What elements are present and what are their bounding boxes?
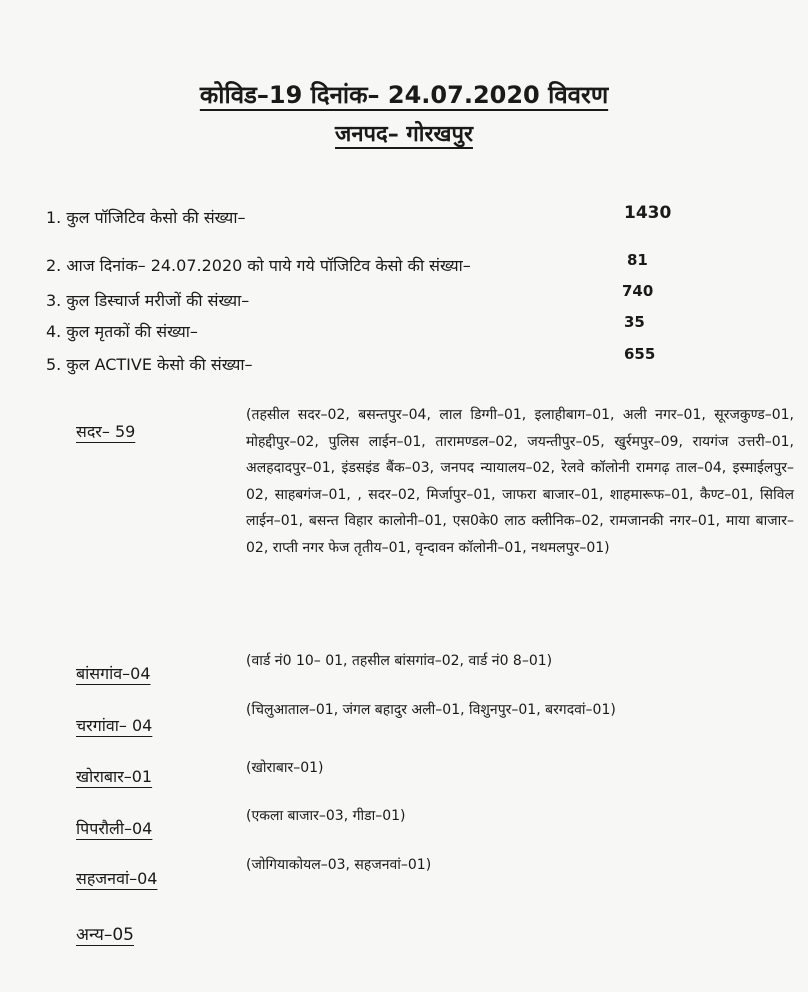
stat-label-total-positive: 1. कुल पॉजिटिव केसो की संख्या–	[46, 208, 246, 227]
area-details-khorabar: (खोराबार–01)	[246, 760, 324, 776]
area-label-chargawan: चरगांवा– 04	[76, 716, 153, 735]
district-heading-text: जनपद– गोरखपुर	[335, 122, 473, 147]
stat-label-deaths: 4. कुल मृतकों की संख्या–	[46, 322, 198, 341]
area-label-bansgaon: बांसगांव–04	[76, 664, 151, 683]
district-heading	[0, 118, 808, 148]
area-details-pipraich: (एकला बाजार–03, गीडा–01)	[246, 808, 406, 824]
stat-value-active: 655	[624, 345, 656, 363]
stat-label-discharged: 3. कुल डिस्चार्ज मरीजों की संख्या–	[46, 291, 250, 310]
area-details-chargawan: (चिलुआताल–01, जंगल बहादुर अली–01, विशुनपुर–01, बरगदवां–01)	[246, 702, 616, 718]
page-title-text: कोविड–19 दिनांक– 24.07.2020 विवरण	[199, 81, 609, 109]
area-details-bansgaon: (वार्ड नं0 10– 01, तहसील बांसगांव–02, वार्ड नं0 8–01)	[246, 653, 553, 669]
area-details-sahjanwa: (जोगियाकोयल–03, सहजनवां–01)	[246, 857, 432, 873]
stat-value-total-positive: 1430	[624, 203, 672, 223]
area-label-others: अन्य–05	[76, 925, 134, 945]
stat-label-today-positive: 2. आज दिनांक– 24.07.2020 को पाये गये पॉजिटिव केसो की संख्या–	[46, 256, 471, 275]
area-details-sadar: (तहसील सदर–02, बसन्तपुर–04, लाल डिग्गी–01, इलाहीबाग–01, अली नगर–01, सूरजकुण्ड–01, मोहद्दीपुर–02, पुलिस लाईन–01, तारामण्डल–02, जयन्तीपुर–05, खुर्रमपुर–09, रायगंज उत्तरी–01, अलहदादपुर–01, इंडसइंड बैंक–03, जनपद न्यायालय–02, रेलवे कॉलोनी रामगढ़ ताल–04, इस्माईलपुर–02, साहबगंज–01, , सदर–02, मिर्जापुर–01, जाफरा बाजार–01, शाहमारूफ–01, कैण्ट–01, सिविल लाईन–01, बसन्त विहार कालोनी–01, एस0के0 लाठ क्लीनिक–02, रामजानकी नगर–01, माया बाजार–02, राप्ती नगर फेज तृतीय–01, वृन्दावन कॉलोनी–01, नथमलपुर–01)	[246, 407, 794, 556]
area-label-sahjanwa: सहजनवां–04	[76, 869, 158, 888]
area-label-pipraich: पिपरौली–04	[76, 819, 153, 838]
stat-label-active: 5. कुल ACTIVE केसो की संख्या–	[46, 355, 253, 374]
stat-value-discharged: 740	[622, 282, 654, 300]
page-title	[0, 78, 808, 111]
area-label-khorabar: खोराबार–01	[76, 767, 153, 786]
stat-value-deaths: 35	[624, 313, 645, 331]
stat-value-today-positive: 81	[627, 251, 648, 269]
area-label-sadar: सदर– 59	[76, 422, 136, 441]
